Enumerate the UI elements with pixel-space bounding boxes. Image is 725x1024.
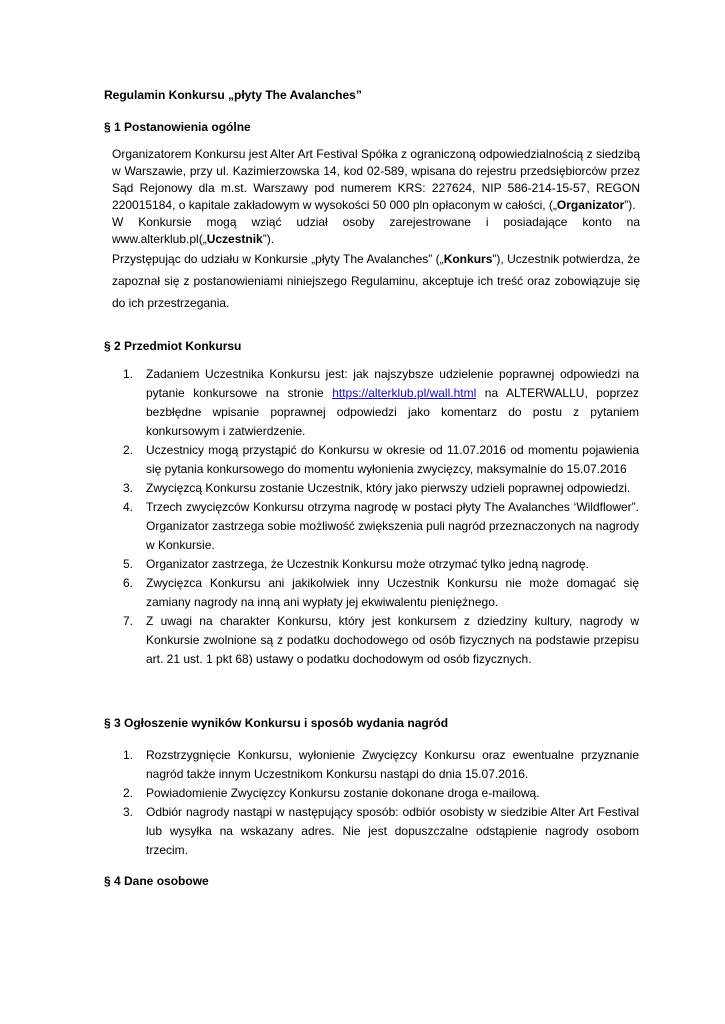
list-item: 2. Powiadomienie Zwycięzcy Konkursu zostanie dokonane droga e-mailową. [123, 786, 540, 800]
list-item: 1. Rozstrzygnięcie Konkursu, wyłonienie Zwycięzcy Konkursu oraz ewentualne przyznanie nagród także innym Uczestnikom Konkursu nastąpi do dnia 15.07.2016. [123, 748, 639, 781]
list-item: 1. Zadaniem Uczestnika Konkursu jest: jak najszybsze udzielenie poprawnej odpowiedzi na pytanie konkursowe na stronie https://alterklub.pl/wall.html na ALTERWALLU, poprzez bezbłędne wpisanie poprawnej odpowiedzi jako komentarz do postu z pytaniem konkursowym i zatwierdzenie. [123, 367, 639, 438]
contest-paragraph: Przystępując do udziału w Konkursie „płyty The Avalanches” („Konkurs”), Uczestnik potwierdza, że zapoznał się z postanowieniami niniejszego Regulaminu, akceptuje ich treść oraz zobowiązuje się do ich przestrzegania. [112, 252, 640, 310]
organizer-term: Organizator [556, 198, 625, 212]
list-item: 6. Zwycięzca Konkursu ani jakikolwiek inny Uczestnik Konkursu nie może domagać się zamiany nagrody na inną ani wypłaty jej ekwiwalentu pieniężnego. [123, 576, 639, 609]
section-3-heading: § 3 Ogłoszenie wyników Konkursu i sposób wydania nagród [104, 716, 449, 730]
list-item: 3. Zwycięzcą Konkursu zostanie Uczestnik, który jako pierwszy udzieli poprawnej odpowiedzi. [123, 481, 631, 495]
list-item: 2. Uczestnicy mogą przystąpić do Konkursu w okresie od 11.07.2016 od momentu pojawienia się pytania konkursowego do momentu wyłonienia zwycięzcy, maksymalnie do 15.07.2016 [123, 443, 639, 476]
participant-term: Uczestnik [206, 232, 263, 246]
organizer-paragraph: Organizatorem Konkursu jest Alter Art Festival Spółka z ograniczoną odpowiedzialnością z siedzibą w Warszawie, przy ul. Kazimierzowska 14, kod 02-589, wpisana do rejestru przedsiębiorców przez Sąd Rejonowy dla m.st. Warszawy pod numerem KRS: 227624, NIP 586-214-15-57, REGON 220015184, o kapitale zakładowym w wysokości 50 000 pln opłaconym w całości, („Organizator”). [112, 147, 640, 212]
list-item: 7. Z uwagi na charakter Konkursu, który jest konkursem z dziedziny kultury, nagrody w Konkursie zwolnione są z podatku dochodowego od osób fizycznych na podstawie przepisu art. 21 ust. 1 pkt 68) ustawy o podatku dochodowym od osób fizycznych. [123, 614, 639, 666]
section-2-list [123, 365, 639, 669]
section-2-heading: § 2 Przedmiot Konkursu [104, 339, 242, 353]
section-3-list [123, 746, 639, 860]
list-item: 4. Trzech zwycięzców Konkursu otrzyma nagrodę w postaci płyty The Avalanches ‘Wildflower”. Organizator zastrzega sobie możliwość zwiększenia puli nagród przeznaczonych na nagrody w Konkursie. [123, 500, 639, 552]
section-1-heading: § 1 Postanowienia ogólne [104, 120, 251, 134]
wall-link[interactable]: https://alterklub.pl/wall.html [332, 386, 477, 400]
section-1-body [112, 146, 640, 314]
list-item: 3. Odbiór nagrody nastąpi w następujący sposób: odbiór osobisty w siedzibie Alter Art Festival lub wysyłka na wskazany adres. Nie jest dopuszczalne odstąpienie nagrody osobom trzecim. [123, 805, 639, 857]
participant-paragraph: W Konkursie mogą wziąć udział osoby zarejestrowane i posiadające konto na www.alterklub.pl(„Uczestnik”). [112, 215, 640, 246]
document-title: Regulamin Konkursu „płyty The Avalanches” [104, 88, 362, 102]
list-item: 5. Organizator zastrzega, że Uczestnik Konkursu może otrzymać tylko jedną nagrodę. [123, 557, 589, 571]
section-4-heading: § 4 Dane osobowe [104, 874, 209, 888]
contest-term: Konkurs [443, 252, 493, 266]
